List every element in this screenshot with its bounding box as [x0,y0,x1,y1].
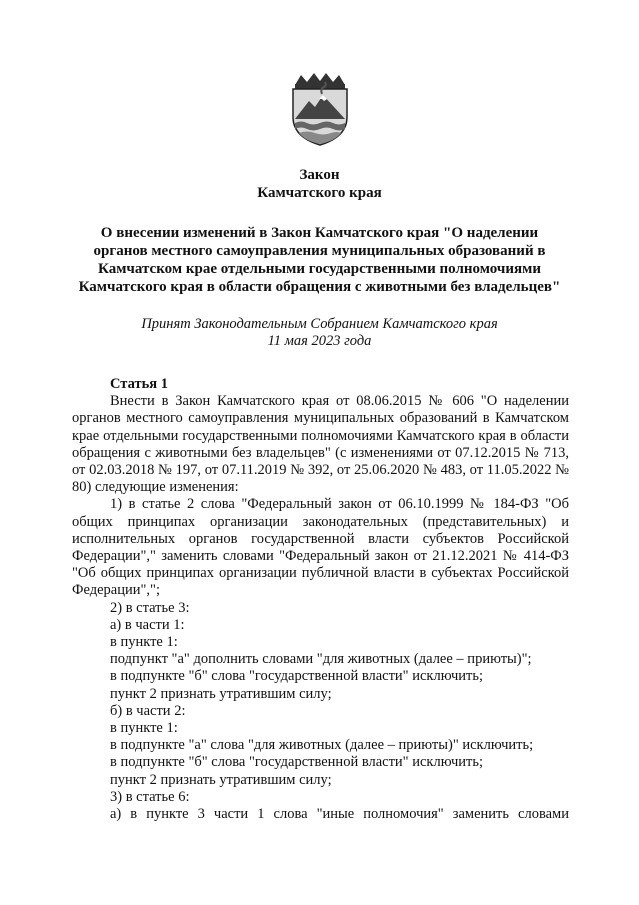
law-heading [40,224,599,296]
kamchatka-coat-of-arms-emblem [287,71,353,147]
article-body [72,376,569,823]
item-1-paragraph: 1) в статье 2 слова "Федеральный закон от 06.10.1999 № 184-ФЗ "Об общих принципах организации законодательных (представительных) и исполнительных органов государственной власти субъектов Российской Федерации"," заменить словами "Федеральный закон от 21.12.2021 № 414-ФЗ "Об общих принципах организации публичной власти в субъектах Российской Федерации","; [72,496,569,599]
list-line: подпункт "а" дополнить словами "для животных (далее – приюты)"; [110,651,532,668]
law-title [40,166,599,202]
law-heading-line4: Камчатского края в области обращения с животными без владельцев" [78,279,561,295]
list-line: пункт 2 признать утратившим силу; [110,771,332,788]
list-line: в подпункте "б" слова "государственной власти" исключить; [110,668,484,685]
list-line: а) в части 1: [110,616,185,633]
adoption-note [40,316,599,350]
law-heading-line1: О внесении изменений в Закон Камчатского края "О наделении [100,225,539,241]
law-title-line1: Закон [299,167,340,183]
list-line: б) в части 2: [110,702,186,719]
article-heading: Статья 1 [110,376,168,392]
list-line: в пункте 1: [110,720,178,737]
law-heading-line3: Камчатском крае отдельными государственными полномочиями [98,261,541,277]
law-title-line2: Камчатского края [257,185,382,201]
list-line-last: а) в пункте 3 части 1 слова "иные полномочия" заменить словами [110,806,569,823]
adoption-line1: Принят Законодательным Собранием Камчатского края [141,316,498,332]
list-line: пункт 2 признать утратившим силу; [110,685,332,702]
list-line: 3) в статье 6: [110,788,190,805]
list-line: в подпункте "б" слова "государственной власти" исключить; [110,754,484,771]
article-intro-paragraph: Внести в Закон Камчатского края от 08.06.2015 № 606 "О наделении органов местного самоуправления муниципальных образований в Камчатском крае отдельными государственными полномочиями Камчатского края в области обращения с животными без владельцев" (с изменениями от 07.12.2015 № 713, от 02.03.2018 № 197, от 07.11.2019 № 392, от 25.06.2020 № 483, от 11.05.2022 № 80) следующие изменения: [72,393,569,496]
list-line: 2) в статье 3: [110,599,190,616]
law-heading-line2: органов местного самоуправления муниципальных образований в [93,243,546,259]
list-line: в подпункте "а" слова "для животных (далее – приюты)" исключить; [110,737,534,754]
adoption-date: 11 мая 2023 года [267,333,372,349]
list-line: в пункте 1: [110,634,178,651]
